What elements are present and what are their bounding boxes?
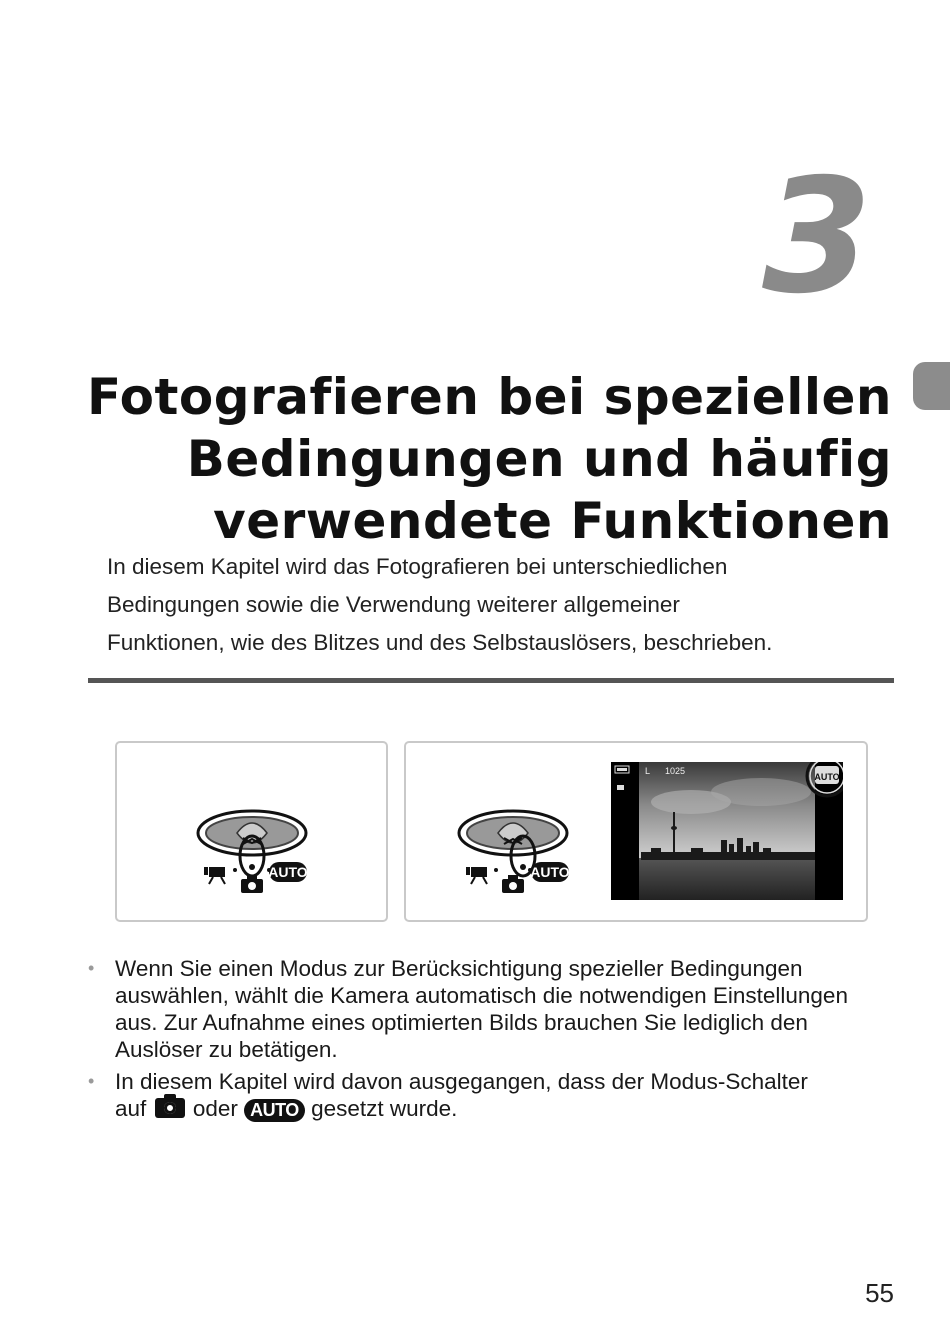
lcd-screen	[611, 762, 843, 900]
lcd-scene	[611, 762, 843, 900]
intro-line: In diesem Kapitel wird das Fotografieren bei unterschiedlichen	[107, 554, 728, 579]
bullet-text: auf	[115, 1096, 147, 1121]
mode-dial	[406, 743, 606, 920]
svg-text:AUTO: AUTO	[268, 864, 308, 880]
bullet-list	[88, 955, 908, 1127]
lcd-resolution: L	[645, 766, 651, 776]
lcd-shots-remaining: 1025	[665, 766, 686, 776]
list-item	[88, 1068, 908, 1122]
svg-text:AUTO: AUTO	[530, 864, 570, 880]
svg-text:AUTO: AUTO	[814, 772, 840, 782]
mode-dial-illustration	[115, 741, 388, 922]
camera-icon	[617, 785, 624, 790]
chapter-title-line: Bedingungen und häufig	[186, 430, 892, 488]
intro-line: Funktionen, wie des Blitzes und des Selbstauslösers, beschrieben.	[107, 630, 773, 655]
bullet-text: gesetzt wurde.	[311, 1096, 458, 1121]
chapter-side-tab	[913, 362, 950, 410]
chapter-title	[72, 366, 892, 552]
bullet-text: oder	[192, 1096, 238, 1121]
bullet-marker: •	[88, 1071, 95, 1091]
chapter-title-line: verwendete Funktionen	[213, 492, 892, 550]
list-item	[88, 955, 908, 1063]
auto-mode-icon	[268, 862, 308, 882]
intro-line: Bedingungen sowie die Verwendung weiterer allgemeiner	[107, 592, 680, 617]
bullet-marker: •	[88, 958, 95, 978]
page-number: 55	[865, 1278, 894, 1308]
bullet-line: auswählen, wählt die Kamera automatisch die notwendigen Einstellungen	[115, 983, 848, 1008]
movie-icon	[466, 867, 487, 884]
movie-icon	[204, 867, 225, 884]
auto-mode-icon	[530, 862, 570, 882]
chapter-title-line: Fotografieren bei speziellen	[87, 368, 892, 426]
auto-mode-icon: AUTO	[244, 1099, 305, 1122]
bullet-line: Auslöser zu betätigen.	[115, 1037, 338, 1062]
bullet-line: In diesem Kapitel wird davon ausgegangen, dass der Modus-Schalter	[115, 1069, 808, 1094]
bullet-line	[115, 1095, 908, 1122]
bullet-line: Wenn Sie einen Modus zur Berücksichtigung spezieller Bedingungen	[115, 956, 803, 981]
camera-icon	[502, 875, 524, 893]
chapter-intro	[107, 548, 907, 662]
battery-icon	[615, 766, 629, 773]
camera-icon	[155, 1098, 185, 1118]
camera-icon	[241, 875, 263, 893]
mode-dial	[117, 743, 387, 920]
chapter-number: 3	[762, 145, 868, 329]
bullet-line: aus. Zur Aufnahme eines optimierten Bilds brauchen Sie lediglich den	[115, 1010, 808, 1035]
mode-dial-lcd-illustration	[404, 741, 868, 922]
section-divider	[88, 678, 894, 683]
